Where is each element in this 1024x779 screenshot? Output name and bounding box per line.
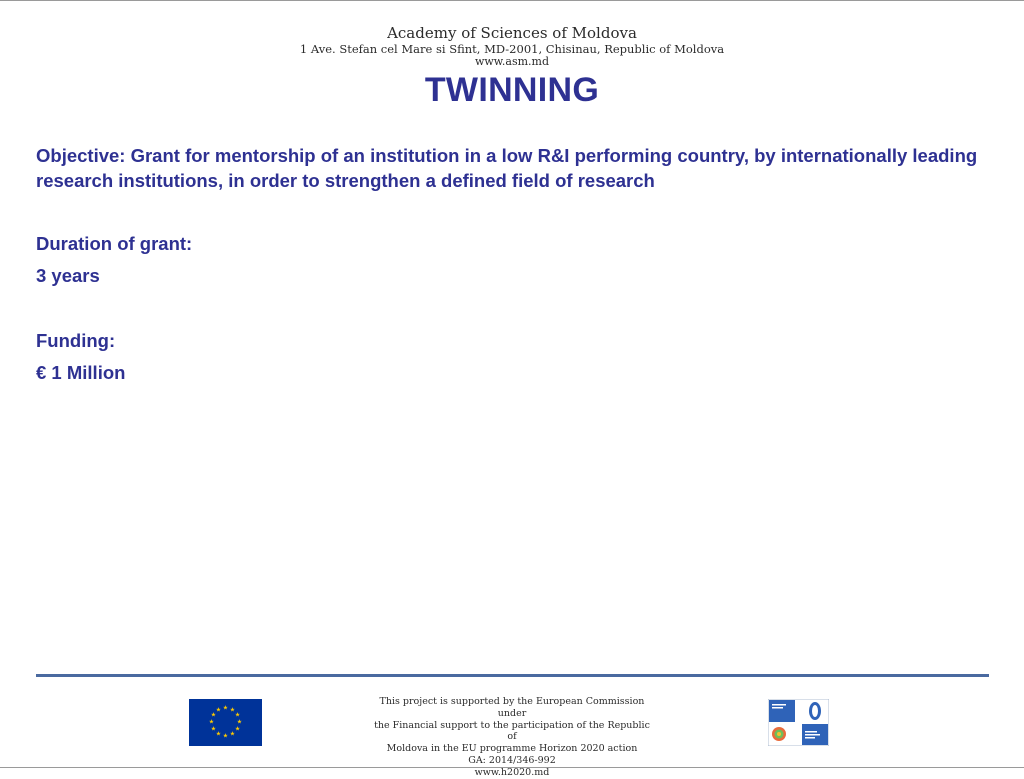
footer-divider [36, 674, 989, 677]
footer-line: GA: 2014/346-992 [468, 754, 556, 766]
header-website: www.asm.md [474, 55, 550, 68]
funding-value: € 1 Million [36, 362, 126, 383]
svg-text:★: ★ [208, 718, 215, 726]
footer-line: www.h2020.md [474, 766, 550, 778]
svg-text:★: ★ [229, 706, 236, 714]
duration-label: Duration of grant: [36, 233, 193, 254]
footer-line: the Financial support to the participation of the Republic of [374, 719, 650, 743]
svg-text:★: ★ [229, 730, 236, 738]
svg-text:★: ★ [210, 725, 217, 733]
svg-text:★: ★ [215, 730, 222, 738]
svg-text:★: ★ [215, 706, 222, 714]
slide-title: TWINNING [424, 71, 600, 109]
footer-funding-note [370, 696, 654, 779]
footer-line: Moldova in the EU programme Horizon 2020 action [386, 743, 638, 755]
eu-flag-icon [189, 699, 262, 746]
svg-text:★: ★ [222, 704, 229, 712]
header-organization: Academy of Sciences of Moldova [387, 24, 637, 42]
svg-text:★: ★ [234, 711, 241, 719]
duration-value: 3 years [36, 265, 100, 286]
moldova-era-logo-icon [768, 699, 829, 746]
svg-text:★: ★ [236, 718, 243, 726]
footer-line: This project is supported by the European Commission under [379, 696, 645, 719]
objective-text: Objective: Grant for mentorship of an institution in a low R&I performing country, by internationally leading research institutions, in order to strengthen a defined field of research [36, 145, 978, 191]
svg-text:★: ★ [210, 711, 217, 719]
svg-text:★: ★ [222, 732, 229, 740]
header-address: 1 Ave. Stefan cel Mare si Sfint, MD-2001, Chisinau, Republic of Moldova [299, 42, 725, 56]
funding-label: Funding: [36, 330, 116, 351]
svg-text:★: ★ [234, 725, 241, 733]
